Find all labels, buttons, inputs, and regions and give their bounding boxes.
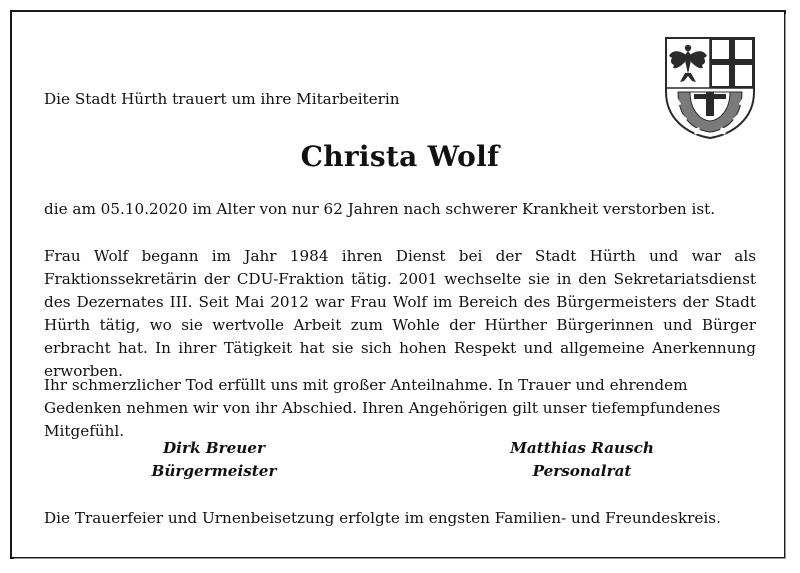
signatory-name: Matthias Rausch [510, 439, 654, 457]
condolence-paragraph: Ihr schmerzlicher Tod erfüllt uns mit großer Anteilnahme. In Trauer und ehrendem Gedenken nehmen wir von ihr Abschied. Ihren Angehörigen gilt unser tiefempfundenes Mitgefühl. [44, 376, 721, 440]
notice-intro: Die Stadt Hürth trauert um ihre Mitarbeiterin [44, 90, 400, 108]
signatory-role: Personalrat [532, 462, 632, 480]
deceased-name: Christa Wolf [300, 140, 500, 173]
closing-line: Die Trauerfeier und Urnenbeisetzung erfolgte im engsten Familien- und Freundeskreis. [44, 509, 721, 527]
career-paragraph: Frau Wolf begann im Jahr 1984 ihren Dienst bei der Stadt Hürth und war als Fraktionssekretärin der CDU-Fraktion tätig. 2001 wechselte sie in den Sekretariatsdienst des Dezernates III. Seit Mai 2012 war Frau Wolf im Bereich des Bürgermeisters der Stadt Hürth tätig, wo sie wertvolle Arbeit zum Wohle der Hürther Bürgerinnen und Bürger erbracht hat. In ihrer Tätigkeit hat sie sich hohen Respekt und allgemeine Anerkennung erworben. [44, 247, 756, 380]
signatory-role: Bürgermeister [151, 462, 277, 480]
signatory-staff-council [452, 437, 712, 483]
signatory-mayor [84, 437, 344, 483]
death-line: die am 05.10.2020 im Alter von nur 62 Jahren nach schwerer Krankheit verstorben ist. [44, 200, 716, 218]
signatory-name: Dirk Breuer [163, 439, 265, 457]
